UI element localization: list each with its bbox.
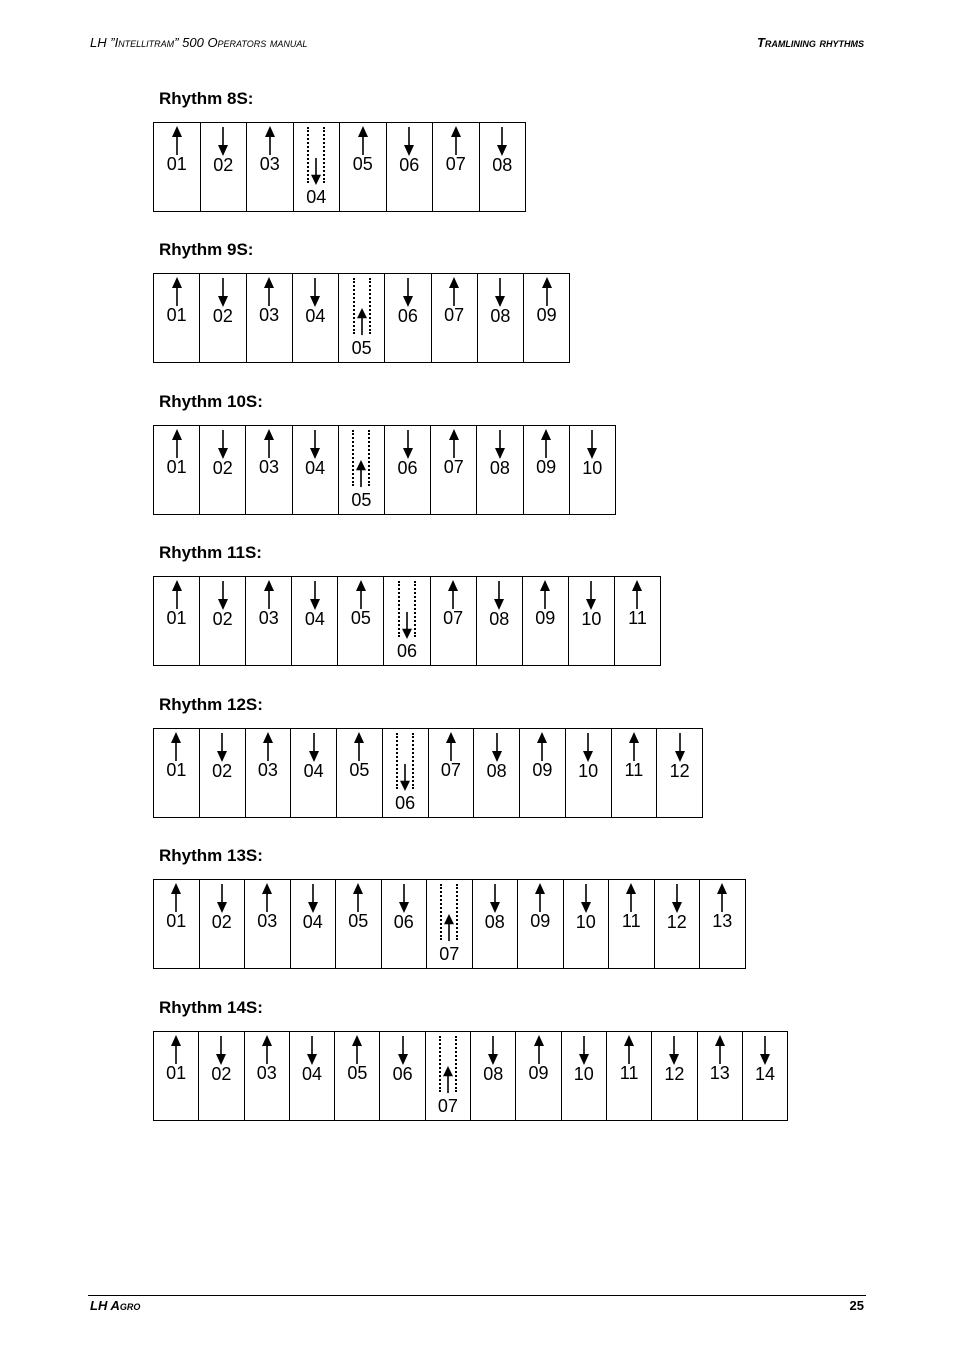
- bout-number: 11: [628, 608, 647, 628]
- bout-cell: [380, 1032, 425, 1120]
- bout-number: 11: [619, 1063, 639, 1083]
- bout-cell: [520, 729, 566, 817]
- bout-cell: [478, 274, 524, 362]
- bout-number: 01: [166, 305, 187, 325]
- bout-cell: [200, 426, 246, 514]
- bout-number: 03: [259, 305, 280, 325]
- bout-number: 01: [166, 911, 187, 931]
- header-mid: ” 500: [174, 35, 208, 50]
- bout-cell: [245, 880, 291, 968]
- bout-number: 08: [492, 155, 513, 175]
- tramline-cell: [339, 426, 385, 514]
- bout-number: 10: [582, 458, 603, 478]
- bout-cell: [433, 123, 480, 211]
- bout-cell: [247, 123, 294, 211]
- arrow-down-icon: [214, 1035, 228, 1065]
- arrow-down-icon: [308, 580, 322, 610]
- bout-number: 13: [712, 911, 733, 931]
- bout-number: 12: [666, 912, 687, 932]
- bout-cell: [700, 880, 746, 968]
- page-number: 25: [849, 1298, 864, 1313]
- bout-number: 06: [395, 793, 416, 813]
- arrow-up-icon: [622, 1035, 636, 1065]
- bout-number: 03: [258, 457, 279, 477]
- arrow-up-icon: [260, 1035, 274, 1065]
- bout-cell: [570, 426, 616, 514]
- bout-number: 02: [211, 1064, 232, 1084]
- bout-number: 03: [259, 154, 280, 174]
- bout-cell: [477, 577, 523, 665]
- arrow-up-icon: [538, 580, 552, 610]
- bout-cell: [154, 880, 200, 968]
- rhythm-block: [153, 240, 570, 363]
- arrow-up-icon: [350, 1035, 364, 1065]
- tramline-right-marker: [369, 278, 371, 334]
- arrow-down-icon: [581, 732, 595, 762]
- rhythm-strip: [153, 273, 570, 363]
- tramline-cell: [339, 274, 385, 362]
- arrow-up-icon: [351, 883, 365, 913]
- rhythm-strip: [153, 425, 616, 515]
- bout-number: 05: [349, 760, 370, 780]
- bout-cell: [335, 1032, 380, 1120]
- bout-number: 05: [352, 154, 373, 174]
- bout-cell: [246, 577, 292, 665]
- arrow-down-icon: [401, 277, 415, 307]
- bout-number: 04: [305, 306, 326, 326]
- bout-number: 04: [305, 458, 326, 478]
- bout-cell: [246, 729, 292, 817]
- bout-number: 09: [535, 608, 556, 628]
- tramline-right-marker: [323, 127, 325, 183]
- tramline-cell: [294, 123, 341, 211]
- bout-cell: [523, 577, 569, 665]
- bout-cell: [516, 1032, 561, 1120]
- bout-number: 04: [303, 761, 324, 781]
- bout-number: 04: [304, 609, 325, 629]
- bout-number: 05: [351, 490, 372, 510]
- bout-number: 07: [437, 1096, 458, 1116]
- arrow-up-icon: [169, 732, 183, 762]
- bout-cell: [477, 426, 523, 514]
- arrow-up-icon: [169, 883, 183, 913]
- bout-cell: [743, 1032, 788, 1120]
- bout-number: 01: [166, 1063, 187, 1083]
- arrow-up-icon: [446, 580, 460, 610]
- footer-rule: [88, 1295, 866, 1296]
- bout-number: 10: [581, 609, 602, 629]
- bout-cell: [154, 123, 201, 211]
- bout-number: 06: [397, 641, 418, 661]
- bout-number: 05: [348, 911, 369, 931]
- arrow-up-icon: [533, 883, 547, 913]
- bout-cell: [471, 1032, 516, 1120]
- bout-number: 08: [489, 609, 510, 629]
- bout-number: 07: [440, 760, 461, 780]
- arrow-down-icon: [397, 883, 411, 913]
- bout-cell: [655, 880, 701, 968]
- bout-cell: [336, 880, 382, 968]
- bout-cell: [524, 426, 570, 514]
- rhythm-title: Rhythm 8S:: [159, 89, 254, 108]
- bout-cell: [154, 426, 200, 514]
- arrow-down-icon: [758, 1035, 772, 1065]
- bout-cell: [698, 1032, 743, 1120]
- bout-number: 06: [399, 155, 420, 175]
- bout-number: 04: [302, 912, 323, 932]
- bout-cell: [154, 729, 200, 817]
- bout-number: 07: [439, 944, 460, 964]
- bout-number: 07: [444, 305, 465, 325]
- arrow-up-icon: [262, 580, 276, 610]
- tramline-right-marker: [368, 430, 370, 486]
- bout-number: 04: [306, 187, 327, 207]
- bout-cell: [340, 123, 387, 211]
- bout-number: 07: [443, 608, 464, 628]
- bout-number: 12: [664, 1064, 685, 1084]
- arrow-up-icon: [713, 1035, 727, 1065]
- bout-cell: [200, 577, 246, 665]
- bout-cell: [609, 880, 655, 968]
- arrow-up-icon: [441, 1066, 455, 1094]
- bout-number: 02: [212, 306, 233, 326]
- arrow-down-icon: [309, 157, 323, 185]
- bout-number: 08: [489, 458, 510, 478]
- bout-cell: [564, 880, 610, 968]
- bout-number: 09: [530, 911, 551, 931]
- header-manual-title: [90, 35, 307, 50]
- rhythm-strip: [153, 576, 661, 666]
- bout-number: 01: [166, 608, 187, 628]
- bout-number: 09: [536, 457, 557, 477]
- bout-cell: [385, 426, 431, 514]
- tramline-right-marker: [455, 1036, 457, 1092]
- bout-cell: [524, 274, 570, 362]
- arrow-up-icon: [540, 277, 554, 307]
- arrow-down-icon: [215, 883, 229, 913]
- arrow-down-icon: [306, 883, 320, 913]
- bout-cell: [292, 577, 338, 665]
- bout-number: 12: [669, 761, 690, 781]
- bout-cell: [429, 729, 475, 817]
- bout-number: 08: [490, 306, 511, 326]
- arrow-down-icon: [486, 1035, 500, 1065]
- arrow-up-icon: [354, 580, 368, 610]
- arrow-up-icon: [624, 883, 638, 913]
- bout-cell: [245, 1032, 290, 1120]
- bout-number: 08: [486, 761, 507, 781]
- arrow-down-icon: [579, 883, 593, 913]
- bout-number: 09: [532, 760, 553, 780]
- arrow-down-icon: [488, 883, 502, 913]
- bout-number: 08: [483, 1064, 504, 1084]
- bout-cell: [154, 577, 200, 665]
- arrow-down-icon: [673, 732, 687, 762]
- bout-cell: [474, 729, 520, 817]
- arrow-down-icon: [216, 429, 230, 459]
- arrow-up-icon: [170, 580, 184, 610]
- arrow-up-icon: [261, 732, 275, 762]
- bout-cell: [200, 274, 246, 362]
- bout-number: 01: [166, 457, 187, 477]
- tramline-cell: [383, 729, 429, 817]
- arrow-up-icon: [354, 460, 368, 488]
- rhythm-block: [153, 695, 703, 818]
- rhythm-block: [153, 846, 746, 969]
- bout-number: 07: [443, 457, 464, 477]
- bout-cell: [612, 729, 658, 817]
- bout-number: 02: [213, 155, 234, 175]
- tramline-cell: [384, 577, 430, 665]
- header-prefix: LH ”: [90, 35, 115, 50]
- bout-cell: [382, 880, 428, 968]
- arrow-down-icon: [401, 429, 415, 459]
- arrow-down-icon: [670, 883, 684, 913]
- bout-cell: [293, 426, 339, 514]
- bout-number: 03: [257, 911, 278, 931]
- bout-cell: [291, 880, 337, 968]
- bout-number: 05: [350, 608, 371, 628]
- bout-cell: [154, 274, 200, 362]
- arrow-up-icon: [444, 732, 458, 762]
- bout-number: 06: [397, 306, 418, 326]
- bout-number: 09: [536, 305, 557, 325]
- rhythm-title: Rhythm 10S:: [159, 392, 263, 411]
- bout-cell: [431, 577, 477, 665]
- bout-cell: [652, 1032, 697, 1120]
- arrow-up-icon: [263, 126, 277, 156]
- arrow-down-icon: [305, 1035, 319, 1065]
- arrow-up-icon: [535, 732, 549, 762]
- bout-number: 10: [578, 761, 599, 781]
- rhythm-block: [153, 89, 526, 212]
- arrow-down-icon: [396, 1035, 410, 1065]
- arrow-up-icon: [539, 429, 553, 459]
- bout-number: 11: [624, 760, 644, 780]
- arrow-down-icon: [216, 580, 230, 610]
- tramline-right-marker: [412, 733, 414, 789]
- arrow-up-icon: [260, 883, 274, 913]
- tramline-cell: [427, 880, 473, 968]
- arrow-down-icon: [492, 580, 506, 610]
- bout-number: 05: [347, 1063, 368, 1083]
- bout-cell: [154, 1032, 199, 1120]
- bout-cell: [291, 729, 337, 817]
- arrow-down-icon: [400, 611, 414, 639]
- bout-number: 07: [445, 154, 466, 174]
- rhythm-strip: [153, 728, 703, 818]
- bout-number: 01: [166, 154, 187, 174]
- arrow-down-icon: [493, 277, 507, 307]
- arrow-up-icon: [442, 914, 456, 942]
- bout-cell: [473, 880, 519, 968]
- arrow-up-icon: [170, 277, 184, 307]
- arrow-down-icon: [490, 732, 504, 762]
- bout-cell: [246, 426, 292, 514]
- bout-number: 04: [302, 1064, 323, 1084]
- rhythm-block: [153, 392, 616, 515]
- arrow-up-icon: [715, 883, 729, 913]
- bout-number: 11: [621, 911, 641, 931]
- bout-cell: [387, 123, 434, 211]
- arrow-up-icon: [352, 732, 366, 762]
- bout-cell: [480, 123, 527, 211]
- arrow-up-icon: [449, 126, 463, 156]
- arrow-down-icon: [577, 1035, 591, 1065]
- bout-number: 05: [351, 338, 372, 358]
- arrow-up-icon: [627, 732, 641, 762]
- bout-cell: [562, 1032, 607, 1120]
- bout-cell: [338, 577, 384, 665]
- arrow-up-icon: [630, 580, 644, 610]
- arrow-up-icon: [262, 277, 276, 307]
- arrow-down-icon: [398, 763, 412, 791]
- bout-number: 03: [258, 608, 279, 628]
- arrow-down-icon: [307, 732, 321, 762]
- arrow-down-icon: [215, 732, 229, 762]
- rhythm-strip: [153, 122, 526, 212]
- bout-number: 06: [397, 458, 418, 478]
- arrow-up-icon: [447, 429, 461, 459]
- arrow-down-icon: [495, 126, 509, 156]
- tramline-right-marker: [414, 581, 416, 637]
- bout-number: 14: [754, 1064, 776, 1084]
- bout-number: 06: [392, 1064, 413, 1084]
- arrow-down-icon: [667, 1035, 681, 1065]
- arrow-down-icon: [308, 429, 322, 459]
- header-suffix: Operators manual: [207, 35, 308, 50]
- rhythm-block: [153, 998, 788, 1121]
- arrow-up-icon: [169, 1035, 183, 1065]
- bout-cell: [615, 577, 661, 665]
- tramline-right-marker: [456, 884, 458, 940]
- bout-cell: [657, 729, 703, 817]
- bout-number: 10: [575, 912, 596, 932]
- bout-number: 02: [212, 609, 233, 629]
- bout-number: 06: [393, 912, 414, 932]
- arrow-up-icon: [356, 126, 370, 156]
- bout-cell: [607, 1032, 652, 1120]
- rhythm-strip: [153, 879, 746, 969]
- bout-cell: [569, 577, 615, 665]
- arrow-up-icon: [447, 277, 461, 307]
- bout-cell: [385, 274, 431, 362]
- bout-number: 03: [256, 1063, 277, 1083]
- bout-number: 01: [166, 760, 187, 780]
- arrow-up-icon: [355, 308, 369, 336]
- bout-cell: [566, 729, 612, 817]
- bout-cell: [293, 274, 339, 362]
- arrow-up-icon: [532, 1035, 546, 1065]
- rhythm-title: Rhythm 14S:: [159, 998, 263, 1017]
- arrow-down-icon: [584, 580, 598, 610]
- bout-cell: [337, 729, 383, 817]
- bout-cell: [201, 123, 248, 211]
- arrow-down-icon: [585, 429, 599, 459]
- arrow-down-icon: [216, 126, 230, 156]
- header-section-title: Tramlining rhythms: [756, 35, 864, 50]
- arrow-down-icon: [216, 277, 230, 307]
- arrow-up-icon: [262, 429, 276, 459]
- bout-cell: [518, 880, 564, 968]
- arrow-up-icon: [170, 429, 184, 459]
- rhythm-title: Rhythm 9S:: [159, 240, 254, 259]
- bout-number: 02: [212, 761, 233, 781]
- bout-number: 02: [211, 912, 232, 932]
- bout-number: 03: [257, 760, 278, 780]
- rhythm-title: Rhythm 12S:: [159, 695, 263, 714]
- rhythm-title: Rhythm 13S:: [159, 846, 263, 865]
- arrow-down-icon: [402, 126, 416, 156]
- footer-company: LH Agro: [90, 1298, 141, 1313]
- bout-cell: [200, 729, 246, 817]
- arrow-down-icon: [308, 277, 322, 307]
- bout-cell: [290, 1032, 335, 1120]
- bout-number: 13: [709, 1063, 730, 1083]
- bout-cell: [432, 274, 478, 362]
- bout-number: 08: [484, 912, 505, 932]
- bout-cell: [199, 1032, 244, 1120]
- arrow-down-icon: [493, 429, 507, 459]
- header-product: Intellitram: [114, 35, 175, 50]
- bout-cell: [200, 880, 246, 968]
- arrow-up-icon: [170, 126, 184, 156]
- bout-number: 09: [528, 1063, 549, 1083]
- rhythm-block: [153, 543, 661, 666]
- rhythm-title: Rhythm 11S:: [159, 543, 262, 562]
- bout-number: 10: [573, 1064, 594, 1084]
- tramline-cell: [426, 1032, 471, 1120]
- bout-cell: [431, 426, 477, 514]
- bout-cell: [247, 274, 293, 362]
- rhythm-strip: [153, 1031, 788, 1121]
- bout-number: 02: [212, 458, 233, 478]
